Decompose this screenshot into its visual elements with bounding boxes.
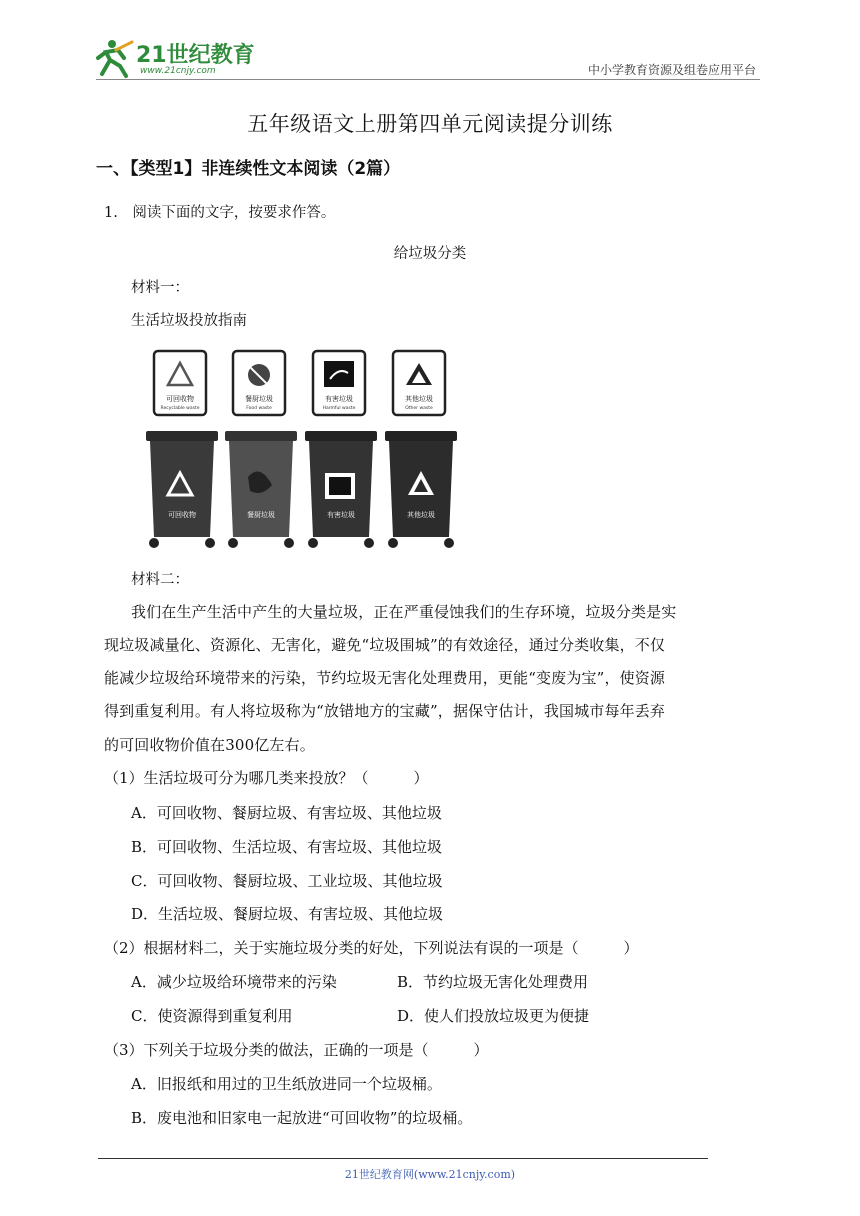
material2-line: 能减少垃圾给环境带来的污染，节约垃圾无害化处理费用，更能“变废为宝”，使资源 <box>104 669 666 687</box>
header-divider <box>96 79 760 80</box>
site-logo <box>96 36 256 80</box>
guide-title: 生活垃圾投放指南 <box>131 313 247 329</box>
option-a: A．减少垃圾给环境带来的污染 <box>131 973 337 991</box>
bin-label-harmful: 有害垃圾 <box>327 511 355 519</box>
sign-label-food: 餐厨垃圾 <box>245 395 273 403</box>
sign-label-harmful: 有害垃圾 <box>325 395 353 403</box>
option-c: C．使资源得到重复利用 <box>131 1007 293 1025</box>
option-b: B．可回收物、生活垃圾、有害垃圾、其他垃圾 <box>131 838 443 856</box>
sign-en-other: Other waste <box>405 406 433 411</box>
sign-label-other: 其他垃圾 <box>405 395 433 403</box>
waste-bins-illustration <box>140 345 460 555</box>
material2-line: 的可回收物价值在300亿左右。 <box>104 736 315 754</box>
passage-title: 给垃圾分类 <box>393 246 467 262</box>
logo-text: 21世纪教育 <box>136 43 255 68</box>
footer-divider <box>98 1158 708 1159</box>
footer-link[interactable]: 21世纪教育网(www.21cnjy.com) <box>344 1168 516 1181</box>
question-intro: 1. 阅读下面的文字，按要求作答。 <box>104 205 336 221</box>
bin-label-food: 餐厨垃圾 <box>247 511 275 519</box>
material1-label: 材料一： <box>131 280 189 296</box>
sign-en-recyclable: Recyclable waste <box>160 406 200 411</box>
sign-en-food: Food waste <box>246 406 272 411</box>
option-d: D．使人们投放垃圾更为便捷 <box>397 1007 590 1025</box>
bin-recyclable <box>146 431 218 548</box>
option-d: D．生活垃圾、餐厨垃圾、有害垃圾、其他垃圾 <box>131 905 444 923</box>
document-title: 五年级语文上册第四单元阅读提分训练 <box>247 112 613 136</box>
sub-question-1: （1）生活垃圾可分为哪几类来投放？（ ） <box>104 769 429 787</box>
sub-question-3: （3）下列关于垃圾分类的做法，正确的一项是（ ） <box>104 1041 489 1059</box>
material2-label: 材料二： <box>131 572 189 588</box>
header-platform-text: 中小学教育资源及组卷应用平台 <box>587 63 756 77</box>
material2-line: 现垃圾减量化、资源化、无害化，避免“垃圾围城”的有效途径，通过分类收集，不仅 <box>104 636 666 654</box>
material2-line: 我们在生产生活中产生的大量垃圾，正在严重侵蚀我们的生存环境，垃圾分类是实 <box>131 603 677 621</box>
logo-url: www.21cnjy.com <box>140 66 216 76</box>
bin-food <box>225 431 297 548</box>
option-c: C．可回收物、餐厨垃圾、工业垃圾、其他垃圾 <box>131 872 443 890</box>
bin-label-recyclable: 可回收物 <box>168 511 196 519</box>
option-b: B．废电池和旧家电一起放进“可回收物”的垃圾桶。 <box>131 1109 473 1127</box>
bin-harmful <box>305 431 377 548</box>
sign-en-harmful: Harmful waste <box>322 406 356 411</box>
option-b: B．节约垃圾无害化处理费用 <box>397 973 589 991</box>
bin-other <box>385 431 457 548</box>
option-a: A．可回收物、餐厨垃圾、有害垃圾、其他垃圾 <box>131 804 442 822</box>
sign-label-recyclable: 可回收物 <box>166 395 194 403</box>
bin-label-other: 其他垃圾 <box>407 511 435 519</box>
sub-question-2: （2）根据材料二，关于实施垃圾分类的好处，下列说法有误的一项是（ ） <box>104 939 639 957</box>
section-heading: 一、【类型1】非连续性文本阅读（2篇） <box>96 159 401 179</box>
option-a: A．旧报纸和用过的卫生纸放进同一个垃圾桶。 <box>131 1075 442 1093</box>
material2-line: 得到重复利用。有人将垃圾称为“放错地方的宝藏”，据保守估计，我国城市每年丢弃 <box>104 702 666 720</box>
